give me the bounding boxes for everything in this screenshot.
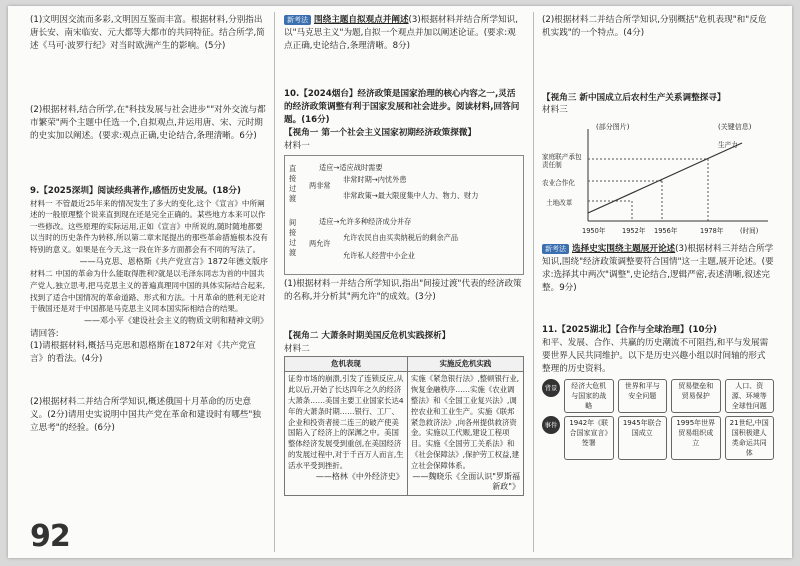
- chart-key-info: (关键信息): [718, 123, 752, 132]
- timeline-box: 1942年《联合国家宣言》签署: [564, 416, 614, 460]
- chart-label-household: 家庭联产承包责任制: [542, 153, 582, 170]
- timeline-box: 1995年世界贸易组织成立: [671, 416, 721, 460]
- q8-part2: (2)根据材料,结合所学,在"科技发展与社会进步""对外交流与都市繁荣"两个主题中任选一个,自拟观点,并运用唐、宋、元时期的史实加以阐述。(要求:观点正确,史论结合,条理清晰。6分): [30, 105, 266, 141]
- chart-y-title: (部分图片): [596, 123, 630, 132]
- q11-title: 11.【2025湖北】【合作与全球治理】(10分): [542, 325, 717, 336]
- material2-label: 材料二: [284, 343, 310, 354]
- policy-diagram: [284, 155, 524, 275]
- timeline-row-events: [542, 416, 774, 460]
- timeline-row-background: [542, 379, 774, 413]
- material1-text: 材料一 不管最近25年来的情况发生了多大的变化,这个《宣言》中所阐述的一般原理整个说来直到现在还是完全正确的。某些地方本来可以作一些修改。这些原理的实际运用,正如《宣言》中所说的,随时随地都要以当时的历史条件为转移,所以第二章末尾提出的那些革命措施根本没有特别的意义。如果是在今天,这一段在许多方面都会有不同的写法了。: [30, 198, 268, 254]
- x-title: (时间): [740, 227, 759, 236]
- q10-part2: (2)根据材料二并结合所学知识,分别概括"危机表现"和"反危机实践"的一个特点。(4分): [542, 15, 767, 38]
- x-tick: 1950年: [582, 227, 606, 236]
- prompt-text: (3)根据材料并结合所学知识,以"马克思主义"为题,自拟一个观点并加以阐述论证。(要求:观点正确,史论结合,条理清晰。8分): [284, 15, 518, 51]
- new-method-tag: 新考法: [542, 244, 569, 254]
- material1-source: ——马克思、恩格斯《共产党宣言》1872年德文版序: [79, 256, 268, 266]
- relations-chart: [542, 121, 774, 239]
- ask-label: 请回答:: [30, 328, 59, 339]
- cell-text: 实施《紧急银行法》,整顿银行业,恢复金融秩序……实施《农业调整法》和《全国工业复兴法》,调控农业和工业生产。实施《联邦紧急救济法》,向各州提供救济资金。实施以工代赈,建设工程项目。实施《全国劳工关系法》和《社会保障法》,保护劳工权益,建立社会保障体系。: [410, 374, 520, 470]
- column-divider: [274, 12, 275, 552]
- diagram-line8: 允许私人经营中小企业: [343, 251, 415, 261]
- prompt-title: 选择史实围绕主题展开论述: [572, 244, 676, 255]
- timeline-box: 人口、资源、环境等全球性问题: [725, 379, 775, 413]
- q10-part3: [542, 243, 774, 294]
- exam-page: [8, 6, 792, 558]
- timeline-box: 经济大危机与国家的战略: [564, 379, 614, 413]
- view2-heading: 【视角二 大萧条时期美国反危机实践探析】: [284, 330, 451, 341]
- chart-label-land-reform: 土地改革: [546, 199, 573, 208]
- prompt-text: (3)根据材料三并结合所学知识,围绕"经济政策调整要符合国情"这一主题,展开论述。(要求:选择其中两次"调整",史论结合,逻辑严密,表述清晰,叙述完整。9分): [542, 244, 774, 293]
- timeline-box: 21世纪,中国国积极建人类命运共同体: [725, 416, 775, 460]
- crisis-table: [284, 356, 524, 497]
- x-tick: 1978年: [700, 227, 724, 236]
- timeline-box: 1945年联合国成立: [618, 416, 668, 460]
- prompt-title: 围绕主题自拟观点并阐述: [314, 15, 409, 25]
- cell-text: 证券市场的崩溃,引发了连锁反应,从此以后,开始了长达四年之久的经济大萧条……美国主要工业国家长达4年的大萧条时期……银行、工厂、企业和投资者接二连三的破产使美国陷入了经济上的深渊之中。美国整体经济发展受到重创,在美国经济的发展过程中,对于千百万人而言,生活水平受到挫折。: [288, 374, 404, 470]
- indirect-transition-label: 间接过渡: [289, 218, 297, 258]
- table-header: 危机表现: [285, 356, 408, 372]
- table-cell: [285, 372, 408, 496]
- diagram-line6: 两允许: [309, 239, 331, 249]
- diagram-line7: 允许农民自由买卖纳税后的剩余产品: [343, 233, 459, 243]
- timeline-box: 世界和平与安全问题: [618, 379, 668, 413]
- material3-label: 材料三: [542, 105, 568, 116]
- view1-heading: 【视角一 第一个社会主义国家初期经济政策探微】: [284, 127, 477, 138]
- cell-source: ——格林《中外经济史》: [315, 471, 404, 481]
- q11-text: 和平、发展、合作、共赢的历史潮流不可阻挡,和平与发展需要世界人民共同维护。以下是历史兴趣小组以时间轴的形式整理的历史资料。: [542, 338, 769, 374]
- column-left: [30, 14, 268, 434]
- diagram-line2: 两非常: [309, 181, 331, 191]
- view3-heading: 【视角三 新中国成立后农村生产关系调整探寻】: [542, 92, 726, 103]
- row-label: 背景: [542, 379, 560, 397]
- chart-label-cooperative: 农业合作化: [542, 179, 575, 188]
- x-tick: 1952年: [622, 227, 646, 236]
- q8-part1: (1)文明因交流而多彩,文明因互鉴而丰富。根据材料,分别指出唐长安、南宋临安、元大都等大都市的共同特征。结合所学,简述《马可·波罗行纪》对当时欧洲产生的影响。(5分): [30, 15, 265, 51]
- material2-source: ——邓小平《建设社会主义的物质文明和精神文明》: [84, 315, 268, 325]
- trend-line: [588, 143, 742, 213]
- diagram-line4: 非常政策→最大限度集中人力、物力、财力: [343, 191, 479, 201]
- diagram-line1: 适应→适应战时需要: [319, 163, 383, 173]
- q9-part2: (2)根据材料二并结合所学知识,概述俄国十月革命的历史意义。(2分)请用史实说明中国共产党在革命和建设时有哪些"独立思考"的经验。(6分): [30, 396, 261, 433]
- q9-title: 9.【2025深圳】阅读经典著作,感悟历史发展。(18分): [30, 185, 241, 196]
- timeline-box: 贸易壁垒和贸易保护: [671, 379, 721, 413]
- chart-svg: [542, 121, 774, 239]
- new-method-tag: 新考法: [284, 15, 311, 25]
- row-label: 事件: [542, 416, 560, 434]
- x-tick: 1956年: [654, 227, 678, 236]
- column-divider: [533, 12, 534, 552]
- q10-title: 10.【2024烟台】经济政策是国家治理的核心内容之一,灵活的经济政策调整有利于国家发展和社会进步。阅读材料,回答问题。(16分): [284, 89, 520, 125]
- direct-transition-label: 直接过渡: [289, 164, 297, 204]
- q9-part3: [284, 14, 524, 52]
- column-right: [542, 14, 774, 463]
- column-middle: [284, 14, 524, 496]
- table-cell: [407, 372, 523, 496]
- table-header: 实施反危机实践: [407, 356, 523, 372]
- q10-part1: (1)根据材料一并结合所学知识,指出"间接过渡"代表的经济政策的名称,并分析其"两允许"的成效。(3分): [284, 279, 522, 303]
- q9-part1: (1)请根据材料,概括马克思和恩格斯在1872年对《共产党宣言》的看法。(4分): [30, 341, 256, 365]
- material2-text: 材料二 中国的革命为什么能取得胜利?就是以毛泽东同志为首的中国共产党人,独立思考,把马克思主义的普遍真理同中国的具体实际结合起来,找到了适合中国情况的革命道路、形式和方法。十月革命的胜利无论对于俄国还是对于中国都是马克思主义同本国实际相结合的结果。: [30, 269, 266, 314]
- diagram-line3: 非常时期→内忧外患: [343, 175, 407, 185]
- chart-diagonal-label: 生产力: [718, 141, 738, 150]
- material1-label: 材料一: [284, 140, 310, 151]
- page-number: 92: [30, 519, 70, 554]
- cell-source: ——魏晓乐《全面认识"罗斯福新政"》: [412, 471, 520, 492]
- diagram-line5: 适应→允许多种经济成分并存: [319, 217, 412, 227]
